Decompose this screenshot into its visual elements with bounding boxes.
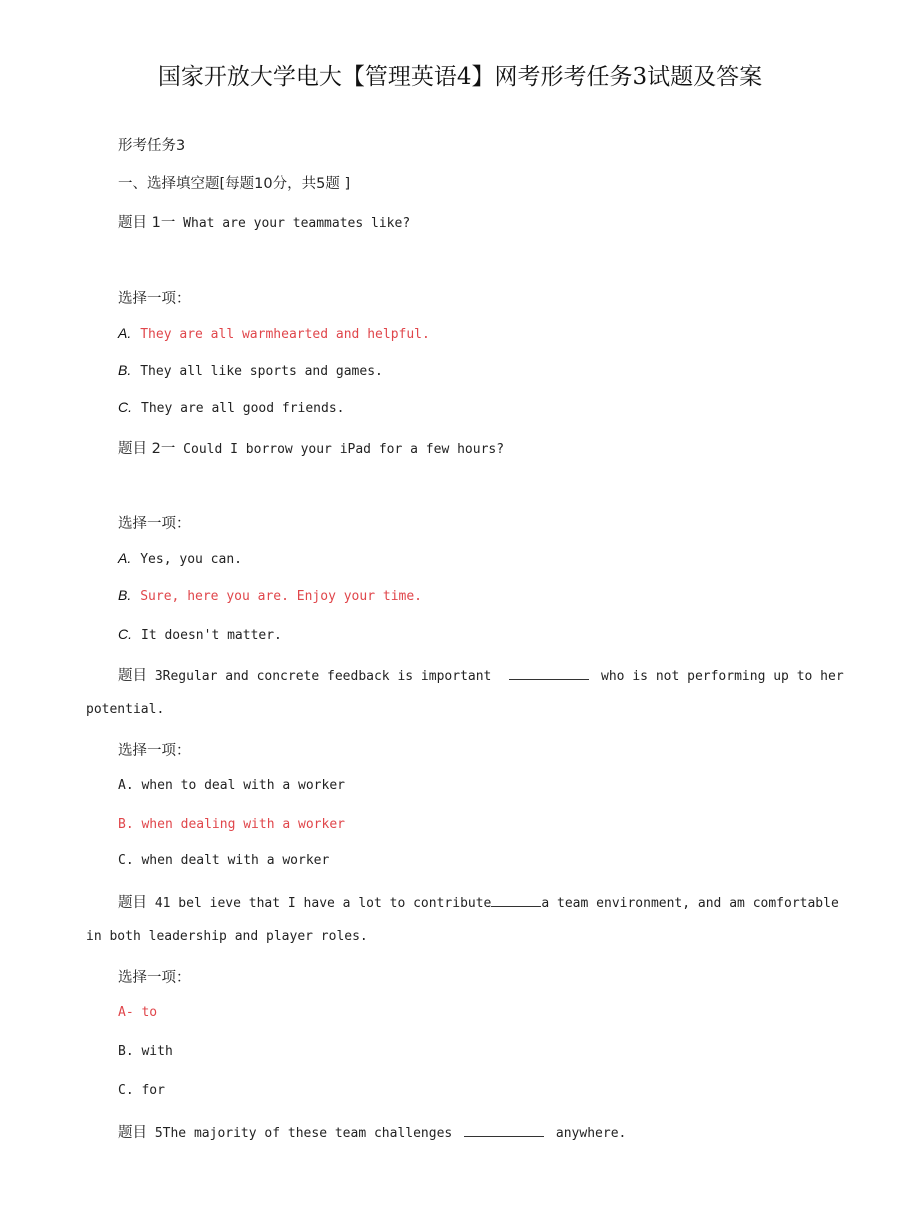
answer-blank [464, 1135, 544, 1137]
q4-option-a[interactable]: A- to [118, 1005, 158, 1020]
question-3-text-cont: who is not performing up to her [601, 669, 844, 684]
q1-option-c[interactable] [118, 399, 345, 416]
q1-option-a[interactable] [118, 325, 430, 342]
question-5-prefix: 题目 [118, 1125, 147, 1141]
question-4-text: 41 bel ieve that I have a lot to contribute [154, 896, 492, 911]
section-heading: 形考任务3 [118, 138, 186, 154]
question-1-text: What are your teammates like? [183, 216, 411, 231]
q4-option-b[interactable]: B. with [118, 1044, 173, 1059]
document-title: 国家开放大学电大【管理英语4】网考形考任务3试题及答案 [157, 64, 763, 90]
option-text: They all like sports and games. [140, 364, 383, 379]
option-text: They are all warmhearted and helpful. [140, 327, 430, 342]
question-4-line2: in both leadership and player roles. [86, 929, 368, 944]
option-label: C. [118, 626, 132, 642]
question-2-text: Could I borrow your iPad for a few hours? [183, 442, 505, 457]
question-5 [118, 1121, 626, 1142]
q3-option-b[interactable]: B. when dealing with a worker [118, 817, 345, 832]
question-5-text: 5The majority of these team challenges [154, 1126, 453, 1141]
option-text: It doesn't matter. [141, 628, 282, 643]
choose-label-4: 选择一项： [118, 970, 191, 986]
part-heading: 一、选择填空题[每题10分，共5题 ] [118, 176, 351, 192]
question-2-prefix: 题目 2一 [118, 441, 176, 457]
question-3 [118, 664, 844, 685]
question-3-prefix: 题目 [118, 668, 147, 684]
q2-option-a[interactable] [118, 550, 242, 567]
question-3-line2: potential. [86, 702, 165, 717]
q3-option-a[interactable]: A. when to deal with a worker [118, 778, 345, 793]
option-text: They are all good friends. [141, 401, 345, 416]
option-label: A. [118, 550, 132, 566]
option-label: C. [118, 399, 132, 415]
choose-label-1: 选择一项： [118, 291, 191, 307]
question-3-text: 3Regular and concrete feedback is important [154, 669, 492, 684]
question-4-prefix: 题目 [118, 895, 147, 911]
option-label: B. [118, 362, 132, 378]
option-label: B. [118, 587, 132, 603]
question-1-prefix: 题目 1一 [118, 215, 176, 231]
question-4-text-cont: a team environment, and am comfortable [541, 896, 839, 911]
question-5-text-cont: anywhere. [555, 1126, 627, 1141]
question-4 [118, 891, 839, 912]
choose-label-3: 选择一项： [118, 743, 191, 759]
q3-option-c[interactable]: C. when dealt with a worker [118, 853, 330, 868]
q2-option-c[interactable] [118, 626, 282, 643]
answer-blank [491, 905, 541, 907]
option-label: A. [118, 325, 132, 341]
question-2 [118, 437, 504, 458]
q1-option-b[interactable] [118, 362, 383, 379]
question-1 [118, 211, 410, 232]
q4-option-c[interactable]: C. for [118, 1083, 165, 1098]
option-text: Sure, here you are. Enjoy your time. [140, 589, 422, 604]
choose-label-2: 选择一项： [118, 516, 191, 532]
option-text: Yes, you can. [140, 552, 242, 567]
answer-blank [509, 678, 589, 680]
q2-option-b[interactable] [118, 587, 422, 604]
